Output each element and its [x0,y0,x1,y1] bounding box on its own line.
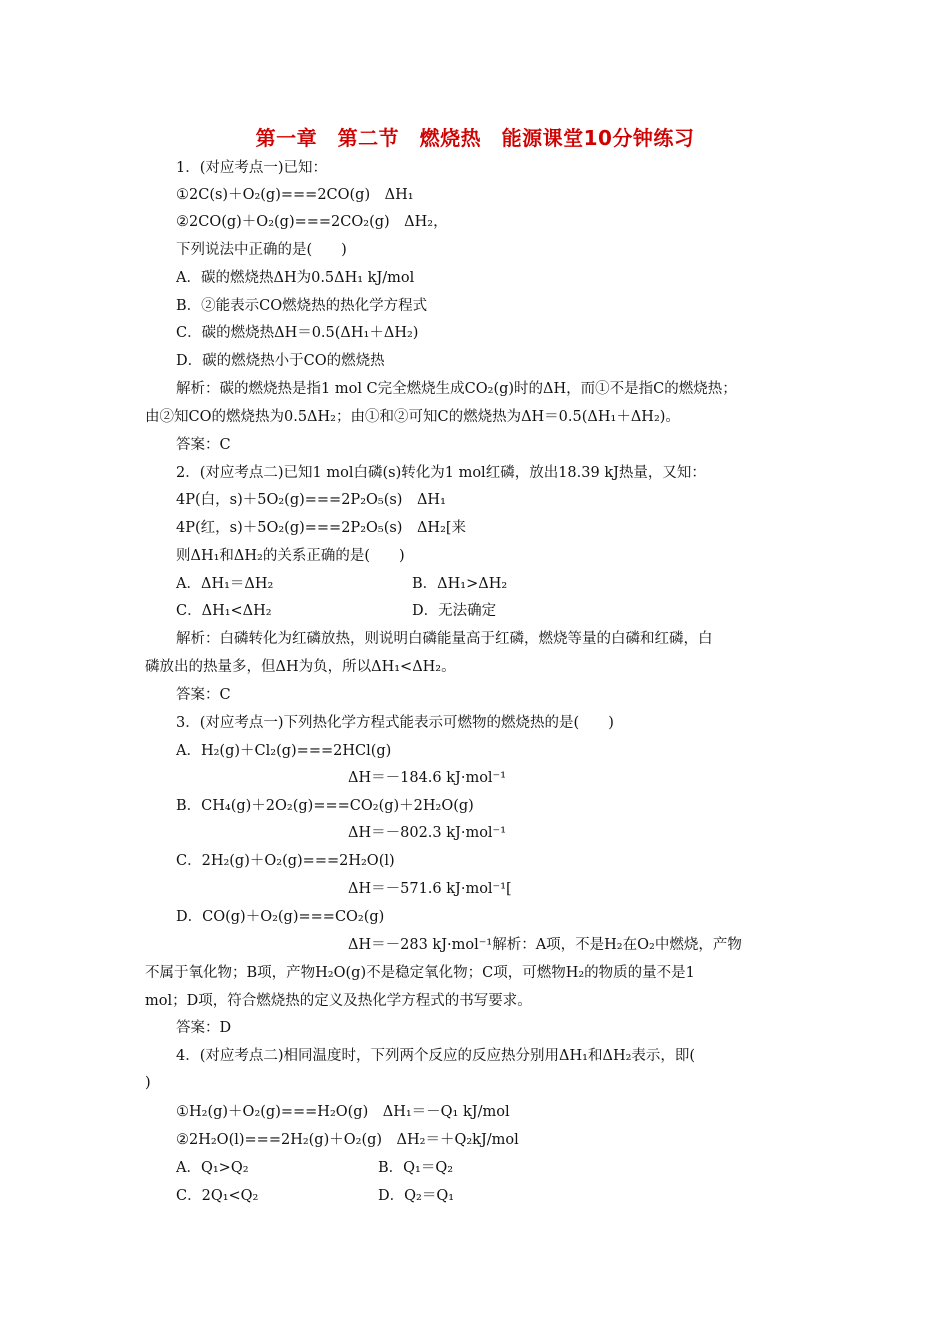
q1-eq2: ②2CO(g)＋O₂(g)===2CO₂(g) ΔH₂， [176,214,448,230]
q2-answer: 答案：C [176,687,231,703]
q3-option-c: C．2H₂(g)＋O₂(g)===2H₂O(l) [176,853,395,869]
q3-option-a: A．H₂(g)＋Cl₂(g)===2HCl(g) [176,743,392,759]
q3-option-a-dh: ΔH＝－184.6 kJ·mol⁻¹ [348,770,507,786]
q1-stem: 1．(对应考点一)已知： [176,160,328,176]
q2-option-b: B．ΔH₁>ΔH₂ [412,576,508,592]
q1-prompt: 下列说法中正确的是( ) [176,242,347,258]
q3-stem: 3．(对应考点一)下列热化学方程式能表示可燃物的燃烧热的是( ) [176,715,614,731]
page-title: 第一章 第二节 燃烧热 能源课堂10分钟练习 [255,126,695,150]
q2-eq2: 4P(红，s)＋5O₂(g)===2P₂O₅(s) ΔH₂[来 [176,520,467,536]
q1-eq1: ①2C(s)＋O₂(g)===2CO(g) ΔH₁ [176,187,414,203]
q3-option-d-dh-analysis: ΔH＝－283 kJ·mol⁻¹解析：A项，不是H₂在O₂中燃烧，产物 [348,937,742,953]
q2-stem: 2．(对应考点二)已知1 mol白磷(s)转化为1 mol红磷，放出18.39 kJ热量，又知： [176,465,706,481]
q4-option-b: B．Q₁＝Q₂ [378,1160,454,1176]
q2-eq1: 4P(白，s)＋5O₂(g)===2P₂O₅(s) ΔH₁ [176,492,446,508]
q1-analysis-2: 由②知CO的燃烧热为0.5ΔH₂；由①和②可知C的燃烧热为ΔH＝0.5(ΔH₁＋ΔH₂)。 [145,409,680,425]
q1-analysis-1: 解析：碳的燃烧热是指1 mol C完全燃烧生成CO₂(g)时的ΔH，而①不是指C的燃烧热； [176,381,737,397]
q1-answer: 答案：C [176,437,231,453]
q4-eq2: ②2H₂O(l)===2H₂(g)＋O₂(g) ΔH₂＝＋Q₂kJ/mol [176,1132,519,1148]
q2-analysis-2: 磷放出的热量多，但ΔH为负，所以ΔH₁<ΔH₂。 [145,659,456,675]
q2-option-c: C．ΔH₁<ΔH₂ [176,603,272,619]
q2-prompt: 则ΔH₁和ΔH₂的关系正确的是( ) [176,548,405,564]
q1-option-c: C．碳的燃烧热ΔH＝0.5(ΔH₁＋ΔH₂) [176,325,419,341]
q4-option-c: C．2Q₁<Q₂ [176,1188,259,1204]
q4-stem-cont: ) [145,1075,151,1091]
q2-option-d: D．无法确定 [412,603,497,619]
q3-option-b: B．CH₄(g)＋2O₂(g)===CO₂(g)＋2H₂O(g) [176,798,474,814]
q4-eq1: ①H₂(g)＋O₂(g)===H₂O(g) ΔH₁＝－Q₁ kJ/mol [176,1104,510,1120]
q4-option-a: A．Q₁>Q₂ [176,1160,249,1176]
q3-answer: 答案：D [176,1020,232,1036]
q4-option-d: D．Q₂＝Q₁ [378,1188,455,1204]
q3-option-d: D．CO(g)＋O₂(g)===CO₂(g) [176,909,385,925]
q3-analysis-2: 不属于氧化物；B项，产物H₂O(g)不是稳定氧化物；C项，可燃物H₂的物质的量不是1 [145,965,695,981]
q1-option-d: D．碳的燃烧热小于CO的燃烧热 [176,353,385,369]
q3-option-b-dh: ΔH＝－802.3 kJ·mol⁻¹ [348,825,507,841]
q3-analysis-3: mol；D项，符合燃烧热的定义及热化学方程式的书写要求。 [145,993,532,1009]
q2-analysis-1: 解析：白磷转化为红磷放热，则说明白磷能量高于红磷，燃烧等量的白磷和红磷，白 [176,631,713,647]
q4-stem: 4．(对应考点二)相同温度时，下列两个反应的反应热分别用ΔH₁和ΔH₂表示，即( [176,1048,696,1064]
q1-option-b: B．②能表示CO燃烧热的热化学方程式 [176,298,428,314]
q3-option-c-dh: ΔH＝－571.6 kJ·mol⁻¹[ [348,881,512,897]
q1-option-a: A．碳的燃烧热ΔH为0.5ΔH₁ kJ/mol [176,270,415,286]
q2-option-a: A．ΔH₁＝ΔH₂ [176,576,274,592]
